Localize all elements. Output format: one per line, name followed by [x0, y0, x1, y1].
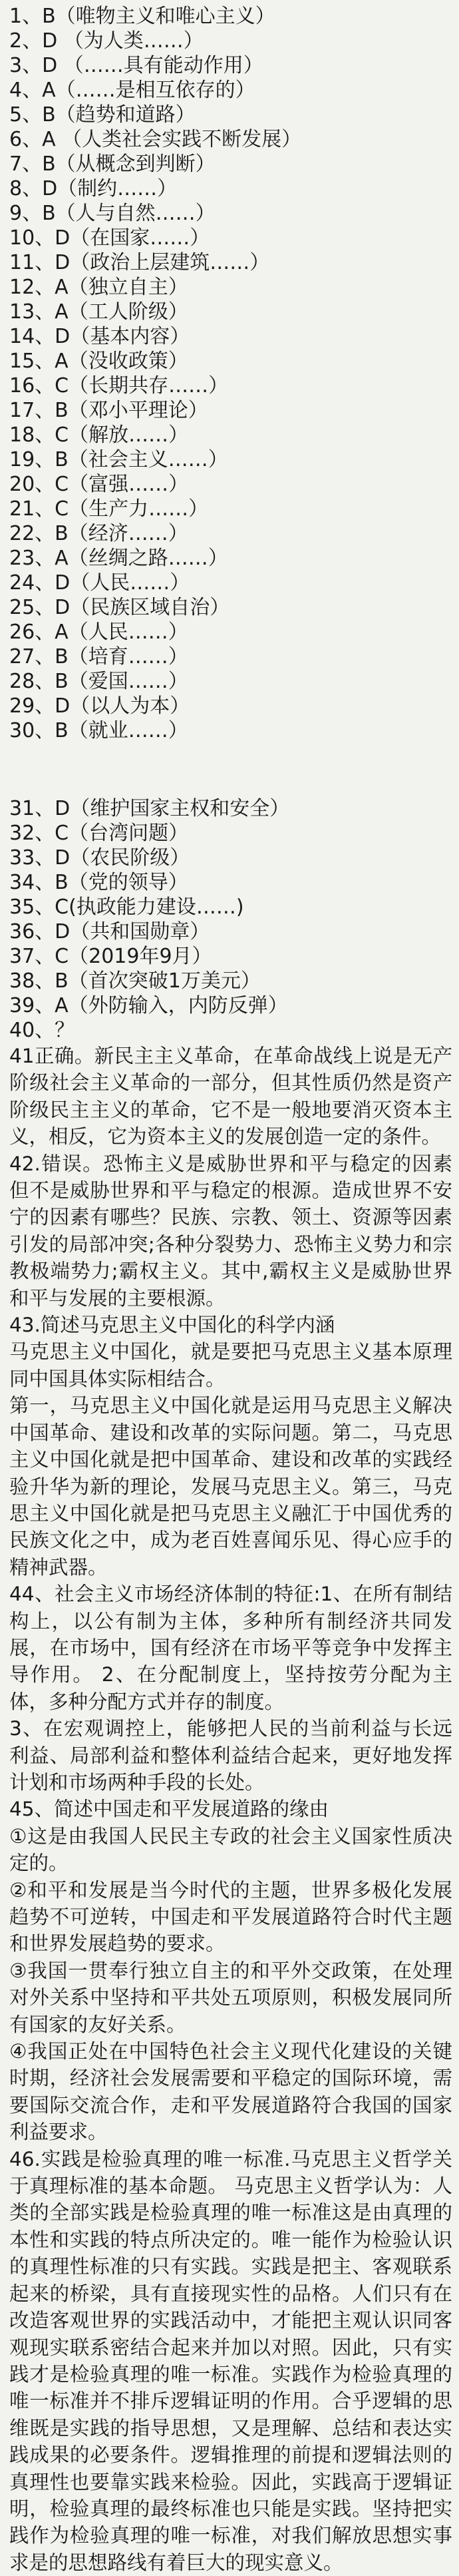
answer-item: 24、D（人民……）	[9, 571, 190, 595]
answer-item: 32、C（台湾问题）	[9, 822, 189, 845]
answer-paragraph: ①这是由我国人民民主专政的社会主义国家性质决定的。	[9, 1824, 452, 1875]
answer-item: 33、D（农民阶级）	[9, 846, 190, 870]
answer-item: 8、D（制约……）	[9, 177, 178, 200]
question-heading: 45、简述中国走和平发展道路的缘由	[9, 1798, 329, 1821]
answer-item: 39、A（外防输入，内防反弹）	[9, 994, 288, 1017]
answer-paragraph: ③我国一贯奉行独立自主的和平外交政策，在处理对外关系中坚持和平共处五项原则，积极发展同所有国家的友好关系。	[9, 1959, 452, 2036]
answer-item: 27、B（培育……）	[9, 645, 188, 668]
choice-answers-list-continued	[9, 796, 452, 1043]
answer-paragraph: 3、在宏观调控上，能够把人民的当前利益与长远利益、局部利益和整体利益结合起来，更好地发挥计划和市场两种手段的长处。	[9, 1717, 452, 1794]
answer-item: 12、A（独立自主）	[9, 276, 188, 299]
answer-item: 38、B（首次突破1万美元）	[9, 969, 261, 993]
answer-item: 29、D（以人为本）	[9, 694, 190, 718]
answer-item: 7、B（从概念到判断）	[9, 152, 216, 176]
answer-paragraph: 46.实践是检验真理的唯一标准.马克思主义哲学关于真理标准的基本命题。 马克思主义哲学认为：人类的全部实践是检验真理的唯一标准这是由真理的本性和实践的特点所决定的。唯一能作为检验认识的真理性标准的只有实践。实践是把主、客观联系起来的桥梁，具有直接现实性的品格。人们只有在改造客观世界的实践活动中，才能把主观认识同客观现实联系密结合起来并加以对照。因此，只有实践才是检验真理的唯一标准。实践作为检验真理的唯一标准并不排斥逻辑证明的作用。合乎逻辑的思维既是实践的指导思想，又是理解、总结和表达实践成果的必要条件。逻辑推理的前提和逻辑法则的真理性也要靠实践来检验。因此，实践高于逻辑证明，检验真理的最终标准也只能是实践。坚持把实践作为检验真理的唯一标准，对我们解放思想实事求是的思想路线有着巨大的现实意义。	[9, 2147, 452, 2574]
answer-paragraph: 41正确。新民主主义革命，在革命战线上说是无产阶级社会主义革命的一部分，但其性质仍然是资产阶级民主主义的革命，它不是一般地要消灭资本主义，相反，它为资本主义的发展创造一定的条件。	[9, 1045, 452, 1149]
answer-paragraph: 42.错误。恐怖主义是威胁世界和平与稳定的因素但不是威胁世界和平与稳定的根源。造成世界不安宁的因素有哪些？民族、宗教、领土、资源等因素引发的局部冲突;各种分裂势力、恐怖主义势力和宗教极端势力;霸权主义。其中,霸权主义是威胁世界和平与发展的主要根源。	[9, 1152, 452, 1310]
answer-item: 21、C（生产力……）	[9, 497, 209, 521]
answer-item: 9、B（人与自然……）	[9, 202, 216, 225]
answer-item: 20、C（富强……）	[9, 473, 189, 496]
answer-item: 22、B（经济……）	[9, 522, 188, 545]
answer-paragraph: ④我国正处在中国特色社会主义现代化建设的关键时期，经济社会发展需要和平稳定的国际环境，需要国际交流合作，走和平发展道路符合我国的国家利益要求。	[9, 2040, 452, 2144]
essay-answers	[9, 1043, 452, 2576]
answer-item: 4、A（……是相互依存的）	[9, 79, 255, 102]
question-heading: 43.简述马克思主义中国化的科学内涵	[9, 1314, 335, 1337]
answer-item: 35、C(执政能力建设……)	[9, 896, 244, 919]
section-gap	[9, 743, 452, 796]
answer-item: 23、A（丝绸之路……）	[9, 547, 228, 570]
answer-item: 19、B（社会主义……）	[9, 448, 228, 471]
answer-item: 2、D （为人类……）	[9, 29, 204, 53]
answer-item: 3、D （……具有能动作用）	[9, 54, 263, 77]
answer-paragraph: 第一，马克思主义中国化就是运用马克思主义解决中国革命、建设和改革的实际问题。第二，马克思主义中国化就是把中国革命、建设和改革的实践经验升华为新的理论，发展马克思主义。第三，马克思主义中国化就是把马克思主义融汇于中国优秀的民族文化之中，成为老百姓喜闻乐见、得心应手的精神武器。	[9, 1394, 452, 1579]
answer-paragraph: 44、社会主义市场经济体制的特征:1、在所有制结构上，以公有制为主体，多种所有制经济共同发展，在市场中，国有经济在市场平等竞争中发挥主导作用。 2、在分配制度上，坚持按劳分配为主体，多种分配方式并存的制度。	[9, 1583, 452, 1713]
answer-item: 31、D（维护国家主权和安全）	[9, 797, 290, 820]
answer-item: 34、B（党的领导）	[9, 871, 188, 894]
answer-item: 14、D（基本内容）	[9, 325, 190, 348]
answer-item: 10、D（在国家……）	[9, 226, 210, 250]
answer-item: 25、D（民族区域自治）	[9, 596, 230, 619]
answer-paragraph: 马克思主义中国化，就是要把马克思主义基本原理同中国具体实际相结合。	[9, 1340, 452, 1390]
answer-item: 26、A（人民……）	[9, 621, 188, 644]
answer-item: 5、B（趋势和道路）	[9, 103, 196, 127]
answer-item: 30、B（就业……）	[9, 719, 188, 742]
answer-item: 16、C（长期共存……）	[9, 374, 229, 397]
answer-item: 15、A（没收政策）	[9, 350, 188, 373]
choice-answers-list	[9, 4, 452, 743]
answer-item: 11、D（政治上层建筑……）	[9, 251, 270, 274]
answer-item: 1、B（唯物主义和唯心主义）	[9, 5, 275, 28]
answer-item: 13、A（工人阶级）	[9, 300, 188, 324]
answer-paragraph: ②和平和发展是当今时代的主题，世界多极化发展趋势不可逆转，中国走和平发展道路符合时代主题和世界发展趋势的要求。	[9, 1878, 452, 1955]
answer-item: 28、B（爱国……）	[9, 670, 188, 693]
answer-item: 36、D（共和国勋章）	[9, 920, 210, 943]
answer-item: 17、B（邓小平理论）	[9, 399, 208, 422]
answer-item: 40、？	[9, 1019, 75, 1042]
answer-item: 6、A （人类社会实践不断发展）	[9, 128, 302, 151]
answer-item: 37、C（2019年9月）	[9, 945, 212, 968]
answer-item: 18、C（解放……）	[9, 423, 189, 447]
